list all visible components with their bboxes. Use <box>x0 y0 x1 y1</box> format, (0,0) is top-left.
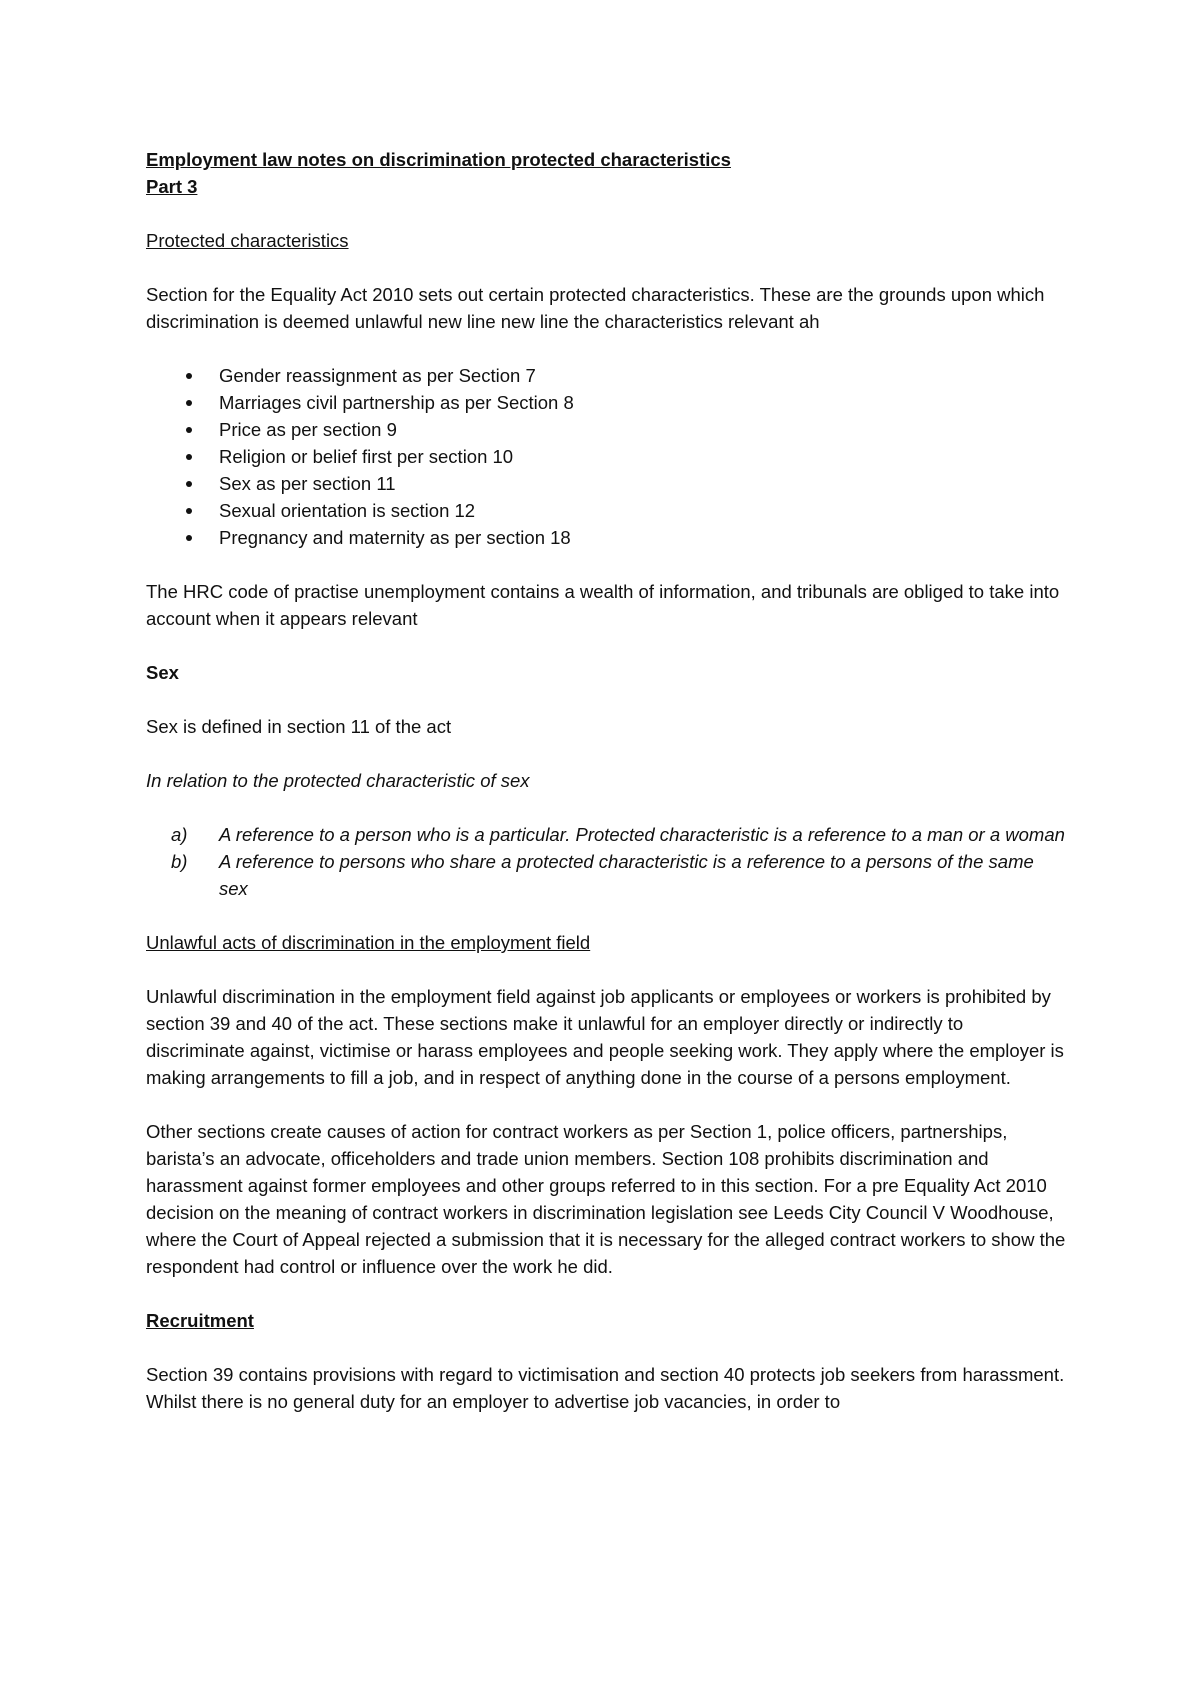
paragraph-sex-defined: Sex is defined in section 11 of the act <box>146 716 452 737</box>
characteristics-list <box>146 362 1066 551</box>
heading-unlawful-acts: Unlawful acts of discrimination in the employment field <box>146 932 591 953</box>
list-item-text: A reference to persons who share a protected characteristic is a reference to a persons of the same sex <box>219 851 1034 899</box>
sex-definition-list <box>146 821 1066 902</box>
list-item: Marriages civil partnership as per Section 8 <box>146 389 1066 416</box>
list-item: Pregnancy and maternity as per section 18 <box>146 524 1066 551</box>
paragraph-unlawful-discrimination: Unlawful discrimination in the employment field against job applicants or employees or workers is prohibited by section 39 and 40 of the act. These sections make it unlawful for an employer directly or indirectly to discriminate against, victimise or harass employees and people seeking work. They apply where the employer is making arrangements to fill a job, and in respect of anything done in the course of a persons employment. <box>146 986 1064 1088</box>
document-body <box>146 146 1066 1415</box>
paragraph-sex-relation: In relation to the protected characteristic of sex <box>146 770 530 791</box>
paragraph-intro: Section for the Equality Act 2010 sets out certain protected characteristics. These are the grounds upon which discrimination is deemed unlawful new line new line the characteristics relevant ah <box>146 284 1045 332</box>
list-item: Price as per section 9 <box>146 416 1066 443</box>
heading-protected-characteristics: Protected characteristics <box>146 230 349 251</box>
list-item: Sexual orientation is section 12 <box>146 497 1066 524</box>
list-item <box>146 821 1066 848</box>
list-item: Gender reassignment as per Section 7 <box>146 362 1066 389</box>
list-item-text: A reference to a person who is a particular. Protected characteristic is a reference to a man or a woman <box>219 824 1065 845</box>
heading-sex: Sex <box>146 662 179 683</box>
list-marker: b) <box>171 851 188 872</box>
paragraph-other-sections: Other sections create causes of action for contract workers as per Section 1, police officers, partnerships, barista’s an advocate, officeholders and trade union members. Section 108 prohibits discrimination and harassment against former employees and other groups referred to in this section. For a pre Equality Act 2010 decision on the meaning of contract workers in discrimination legislation see Leeds City Council V Woodhouse, where the Court of Appeal rejected a submission that it is necessary for the alleged contract workers to show the respondent had control or influence over the work he did. <box>146 1121 1066 1277</box>
paragraph-recruitment: Section 39 contains provisions with regard to victimisation and section 40 protects job seekers from harassment. Whilst there is no general duty for an employer to advertise job vacancies, in order to <box>146 1364 1065 1412</box>
part-label: Part 3 <box>146 176 198 197</box>
list-item <box>146 848 1066 902</box>
list-marker: a) <box>171 824 188 845</box>
list-item: Sex as per section 11 <box>146 470 1066 497</box>
list-item: Religion or belief first per section 10 <box>146 443 1066 470</box>
heading-recruitment: Recruitment <box>146 1310 254 1331</box>
paragraph-hrc-code: The HRC code of practise unemployment contains a wealth of information, and tribunals are obliged to take into account when it appears relevant <box>146 581 1060 629</box>
document-title: Employment law notes on discrimination protected characteristics <box>146 149 731 170</box>
